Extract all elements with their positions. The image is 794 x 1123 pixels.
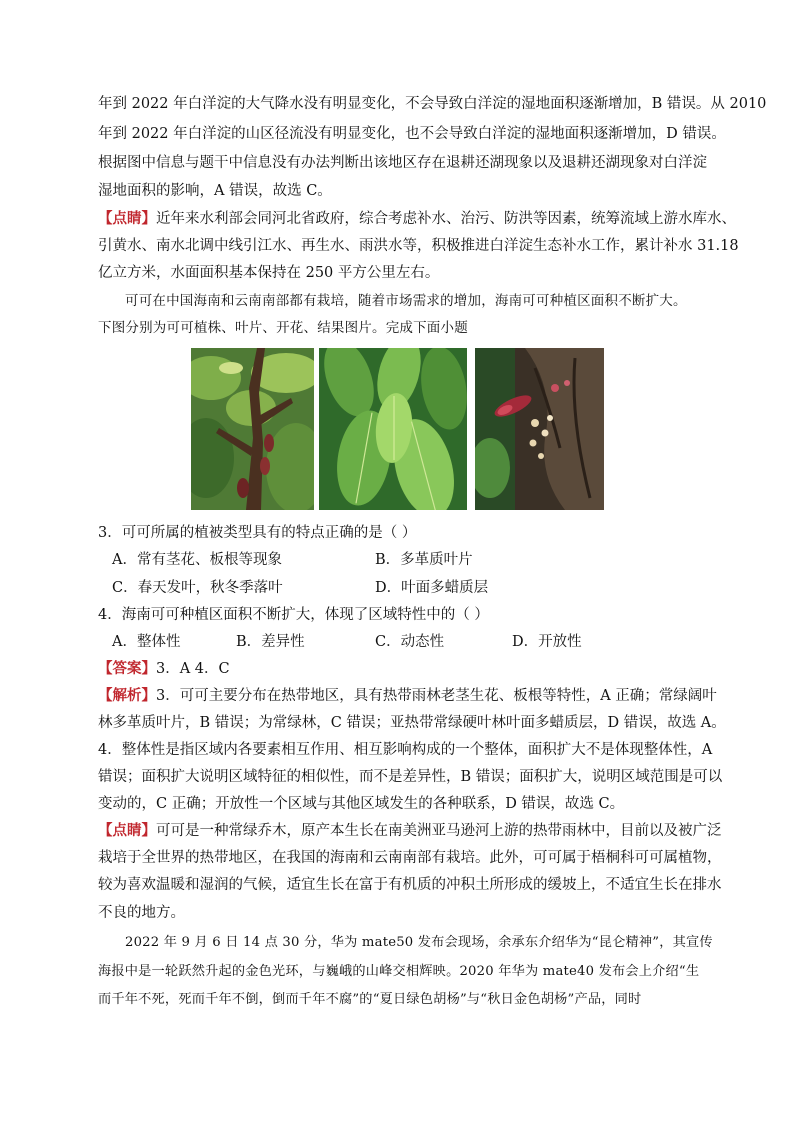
dianjing-para: [98, 821, 722, 841]
next-passage-line: 2022 年 9 月 6 日 14 点 30 分，华为 mate50 发布会现场，余承东介绍华为“昆仑精神”，其宣传: [125, 935, 713, 950]
analysis-tag: 【解析】: [98, 687, 156, 704]
dianjing-tag: 【点睛】: [98, 210, 156, 227]
question-3-stem: 3．可可所属的植被类型具有的特点正确的是（ ）: [98, 525, 417, 541]
text-line: 引黄水、南水北调中线引江水、再生水、雨洪水等，积极推进白洋淀生态补水工作，累计补水 31.18: [98, 238, 739, 254]
text-line: 根据图中信息与题干中信息没有办法判断出该地区存在退耕还湖现象以及退耕还湖现象对白洋淀: [98, 155, 707, 171]
dianjing-para: [98, 209, 736, 229]
answer-line: [98, 659, 230, 679]
answer-text: 3．A 4．C: [156, 661, 230, 677]
answer-tag: 【答案】: [98, 660, 156, 677]
text-line: 较为喜欢温暖和湿润的气候，适宜生长在富于有机质的冲积土所形成的缓坡上，不适宜生长在排水: [98, 877, 722, 893]
text-line: 变动的，C 正确；开放性一个区域与其他区域发生的各种联系，D 错误，故选 C。: [98, 796, 625, 812]
question-4-stem: 4．海南可可种植区面积不断扩大，体现了区域特性中的（ ）: [98, 607, 489, 623]
text-line: 亿立方米，水面面积基本保持在 250 平方公里左右。: [98, 265, 440, 281]
text-line: 湿地面积的影响，A 错误，故选 C。: [98, 183, 332, 199]
next-passage-line: 而千年不死，死而千年不倒，倒而千年不腐”的“夏日绿色胡杨”与“秋日金色胡杨”产品，同时: [98, 992, 642, 1007]
cocoa-plant-photo: [191, 348, 314, 510]
q3-option-c[interactable]: C．春天发叶，秋冬季落叶: [112, 580, 283, 596]
text-line: 不良的地方。: [98, 905, 185, 921]
text-line: 错误；面积扩大说明区域特征的相似性，而不是差异性，B 错误；面积扩大，说明区域范围是可以: [98, 769, 723, 785]
text-line: 年到 2022 年白洋淀的山区径流没有明显变化，也不会导致白洋淀的湿地面积逐渐增加，D 错误。: [98, 126, 726, 142]
analysis-para: [98, 686, 717, 706]
q4-option-c[interactable]: C．动态性: [375, 634, 445, 650]
text-line: 栽培于全世界的热带地区，在我国的海南和云南南部有栽培。此外，可可属于梧桐科可可属植物，: [98, 850, 722, 866]
q3-option-a[interactable]: A．常有茎花、板根等现象: [112, 552, 282, 568]
q4-option-d[interactable]: D．开放性: [512, 634, 582, 650]
q3-option-d[interactable]: D．叶面多蜡质层: [375, 580, 489, 596]
dianjing-text: 近年来水利部会同河北省政府，综合考虑补水、治污、防洪等因素，统筹流域上游水库水、: [156, 211, 736, 227]
dianjing-text: 可可是一种常绿乔木，原产本生长在南美洲亚马逊河上游的热带雨林中，目前以及被广泛: [156, 823, 722, 839]
text-line: 林多革质叶片，B 错误；为常绿林，C 错误；亚热带常绿硬叶林叶面多蜡质层，D 错误，故选 A。: [98, 715, 726, 731]
next-passage-line: 海报中是一轮跃然升起的金色光环，与巍峨的山峰交相辉映。2020 年华为 mate40 发布会上介绍“生: [98, 964, 700, 979]
text-line: 年到 2022 年白洋淀的大气降水没有明显变化，不会导致白洋淀的湿地面积逐渐增加，B 错误。从 2010: [98, 96, 767, 112]
intro-line: 下图分别为可可植株、叶片、开花、结果图片。完成下面小题: [98, 320, 468, 336]
text-line: 4．整体性是指区域内各要素相互作用、相互影响构成的一个整体，面积扩大不是体现整体性，A: [98, 742, 713, 758]
q4-option-b[interactable]: B．差异性: [236, 634, 305, 650]
cocoa-leaves-photo: [319, 348, 467, 510]
analysis-text: 3．可可主要分布在热带地区，具有热带雨林老茎生花、板根等特性，A 正确；常绿阔叶: [156, 688, 717, 704]
dianjing-tag: 【点睛】: [98, 822, 156, 839]
intro-line: 可可在中国海南和云南南部都有栽培，随着市场需求的增加，海南可可种植区面积不断扩大。: [125, 293, 687, 309]
q3-option-b[interactable]: B．多革质叶片: [375, 552, 473, 568]
cocoa-flower-fruit-photo: [475, 348, 604, 510]
q4-option-a[interactable]: A．整体性: [112, 634, 181, 650]
